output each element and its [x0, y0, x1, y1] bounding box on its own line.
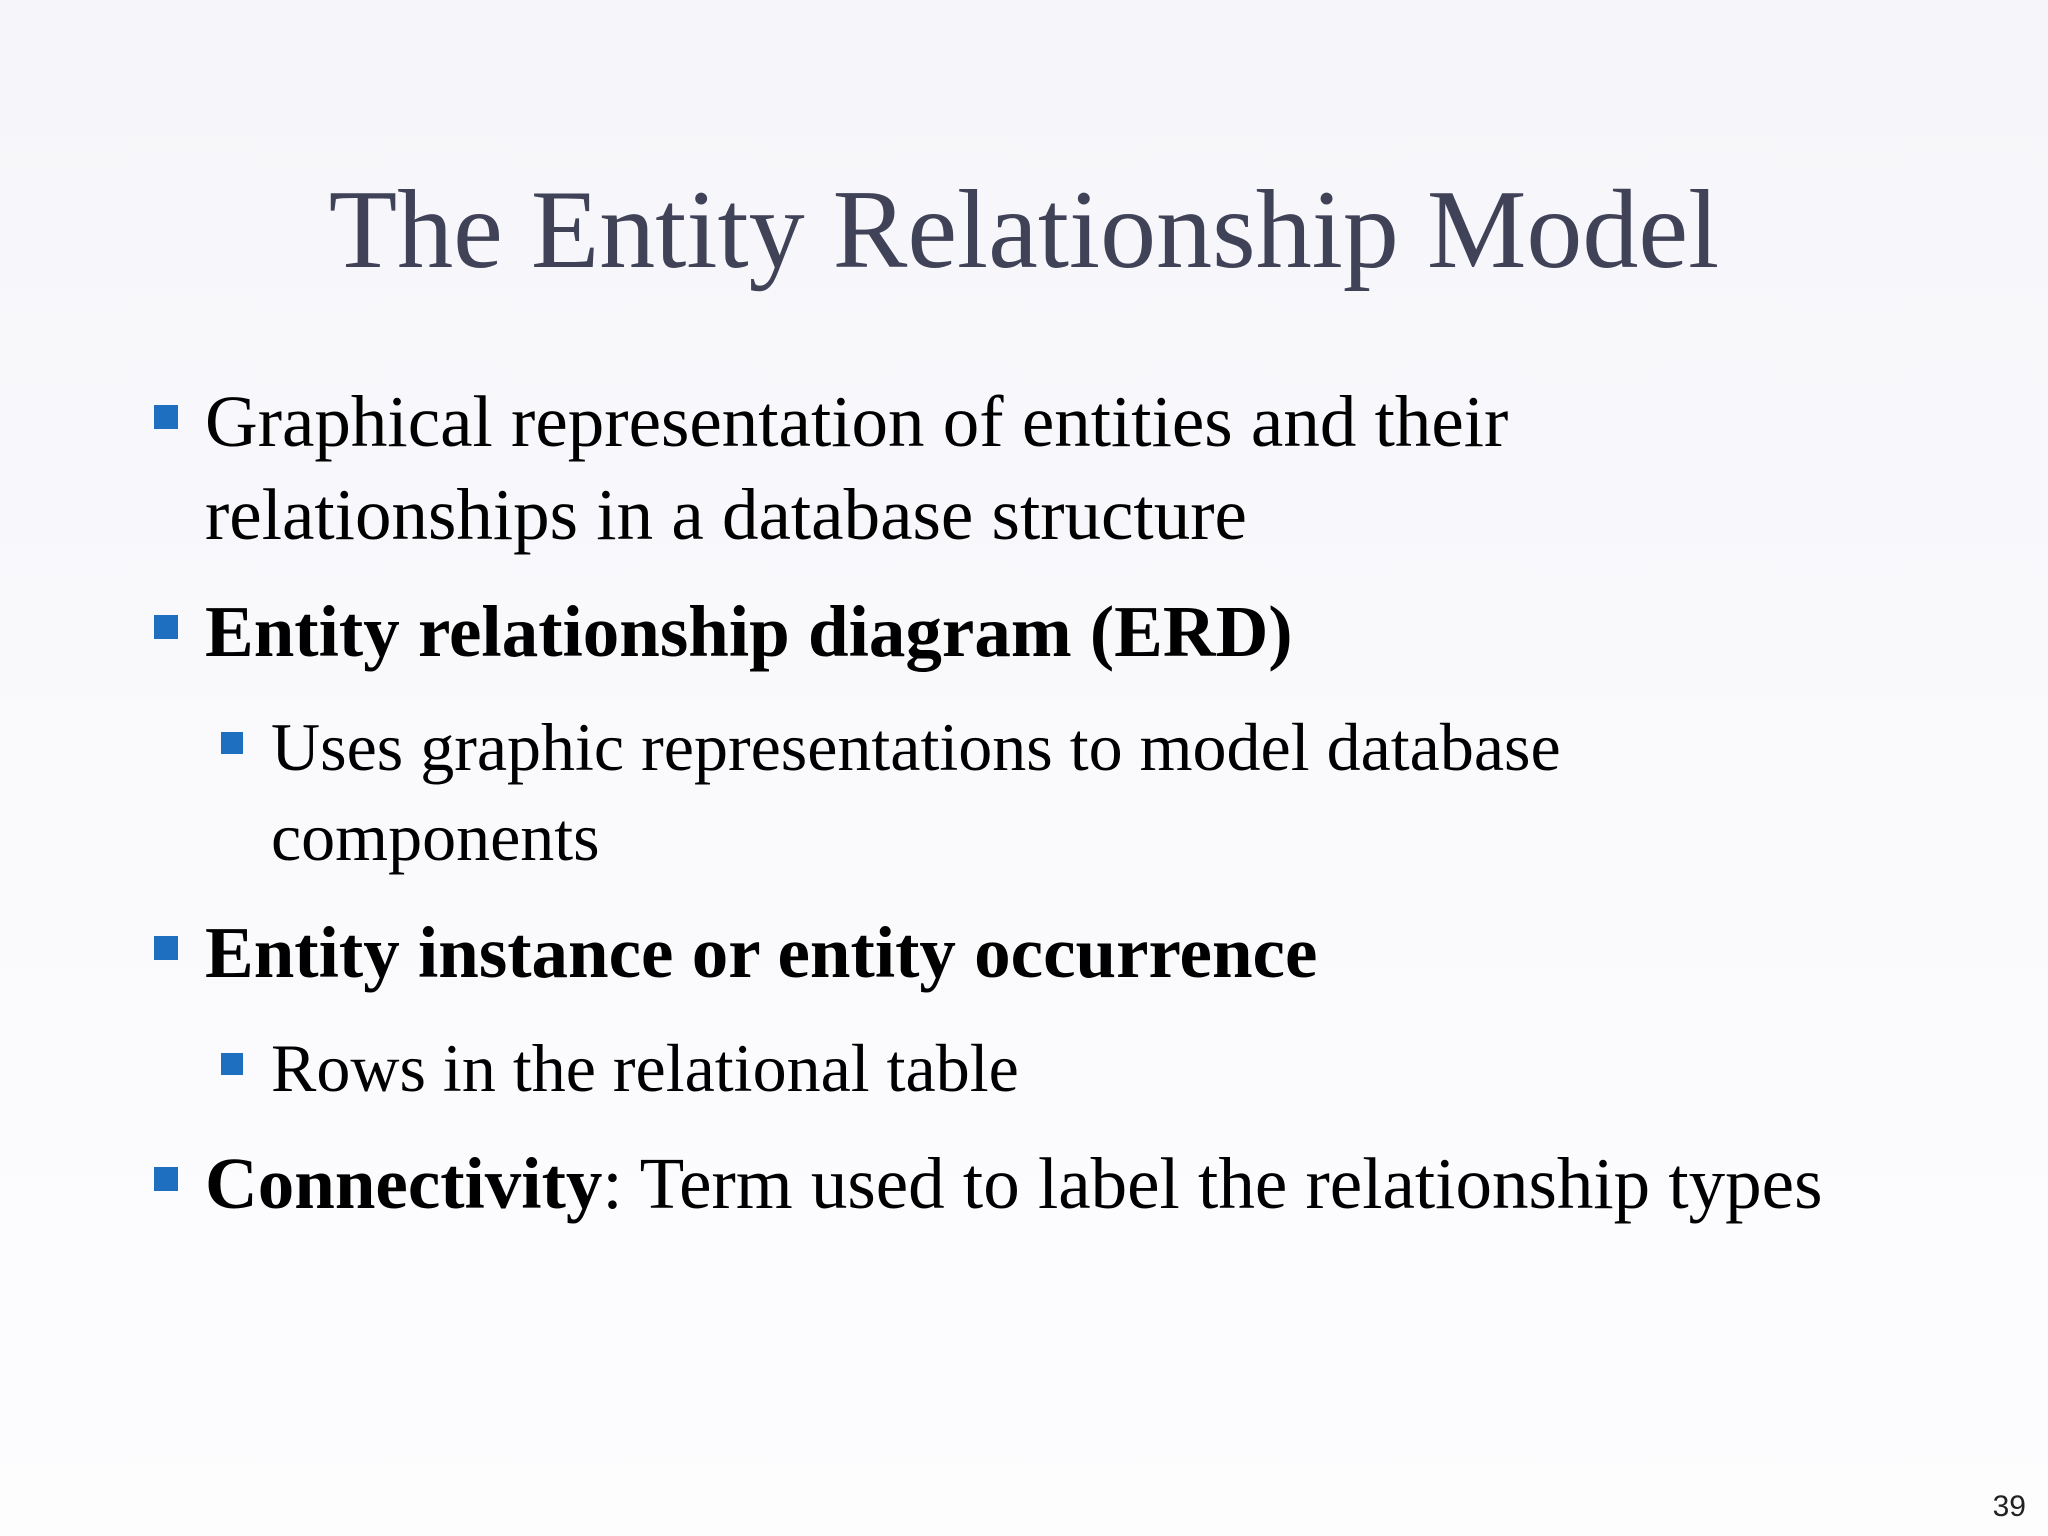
- bullet-text: Graphical representation of entities and their relationships in a database structure: [205, 381, 1509, 555]
- sub-bullet-item: [0, 1023, 1831, 1113]
- bullet-list: [0, 375, 2000, 1254]
- bullet-term: Connectivity: [205, 1143, 603, 1224]
- bullet-text: Entity relationship diagram (ERD): [205, 591, 1293, 672]
- sub-bullet-text: Rows in the relational table: [271, 1030, 1019, 1106]
- square-bullet-icon: [154, 615, 178, 639]
- bullet-item: [0, 1137, 1885, 1230]
- square-bullet-icon: [154, 936, 178, 960]
- page-number: 39: [1992, 1490, 2026, 1523]
- square-bullet-icon: [154, 1167, 178, 1191]
- slide-title: The Entity Relationship Model: [328, 168, 1720, 292]
- sub-bullet-item: [0, 702, 1831, 882]
- bullet-text: : Term used to label the relationship types: [602, 1143, 1823, 1224]
- square-bullet-icon: [154, 405, 178, 429]
- bullet-item: [0, 585, 1885, 678]
- square-bullet-icon: [221, 732, 243, 754]
- bullet-item: [0, 906, 1885, 999]
- bullet-text: Entity instance or entity occurrence: [205, 912, 1318, 993]
- sub-bullet-text: Uses graphic representations to model database components: [271, 709, 1561, 875]
- square-bullet-icon: [221, 1053, 243, 1075]
- bullet-item: [0, 375, 1885, 561]
